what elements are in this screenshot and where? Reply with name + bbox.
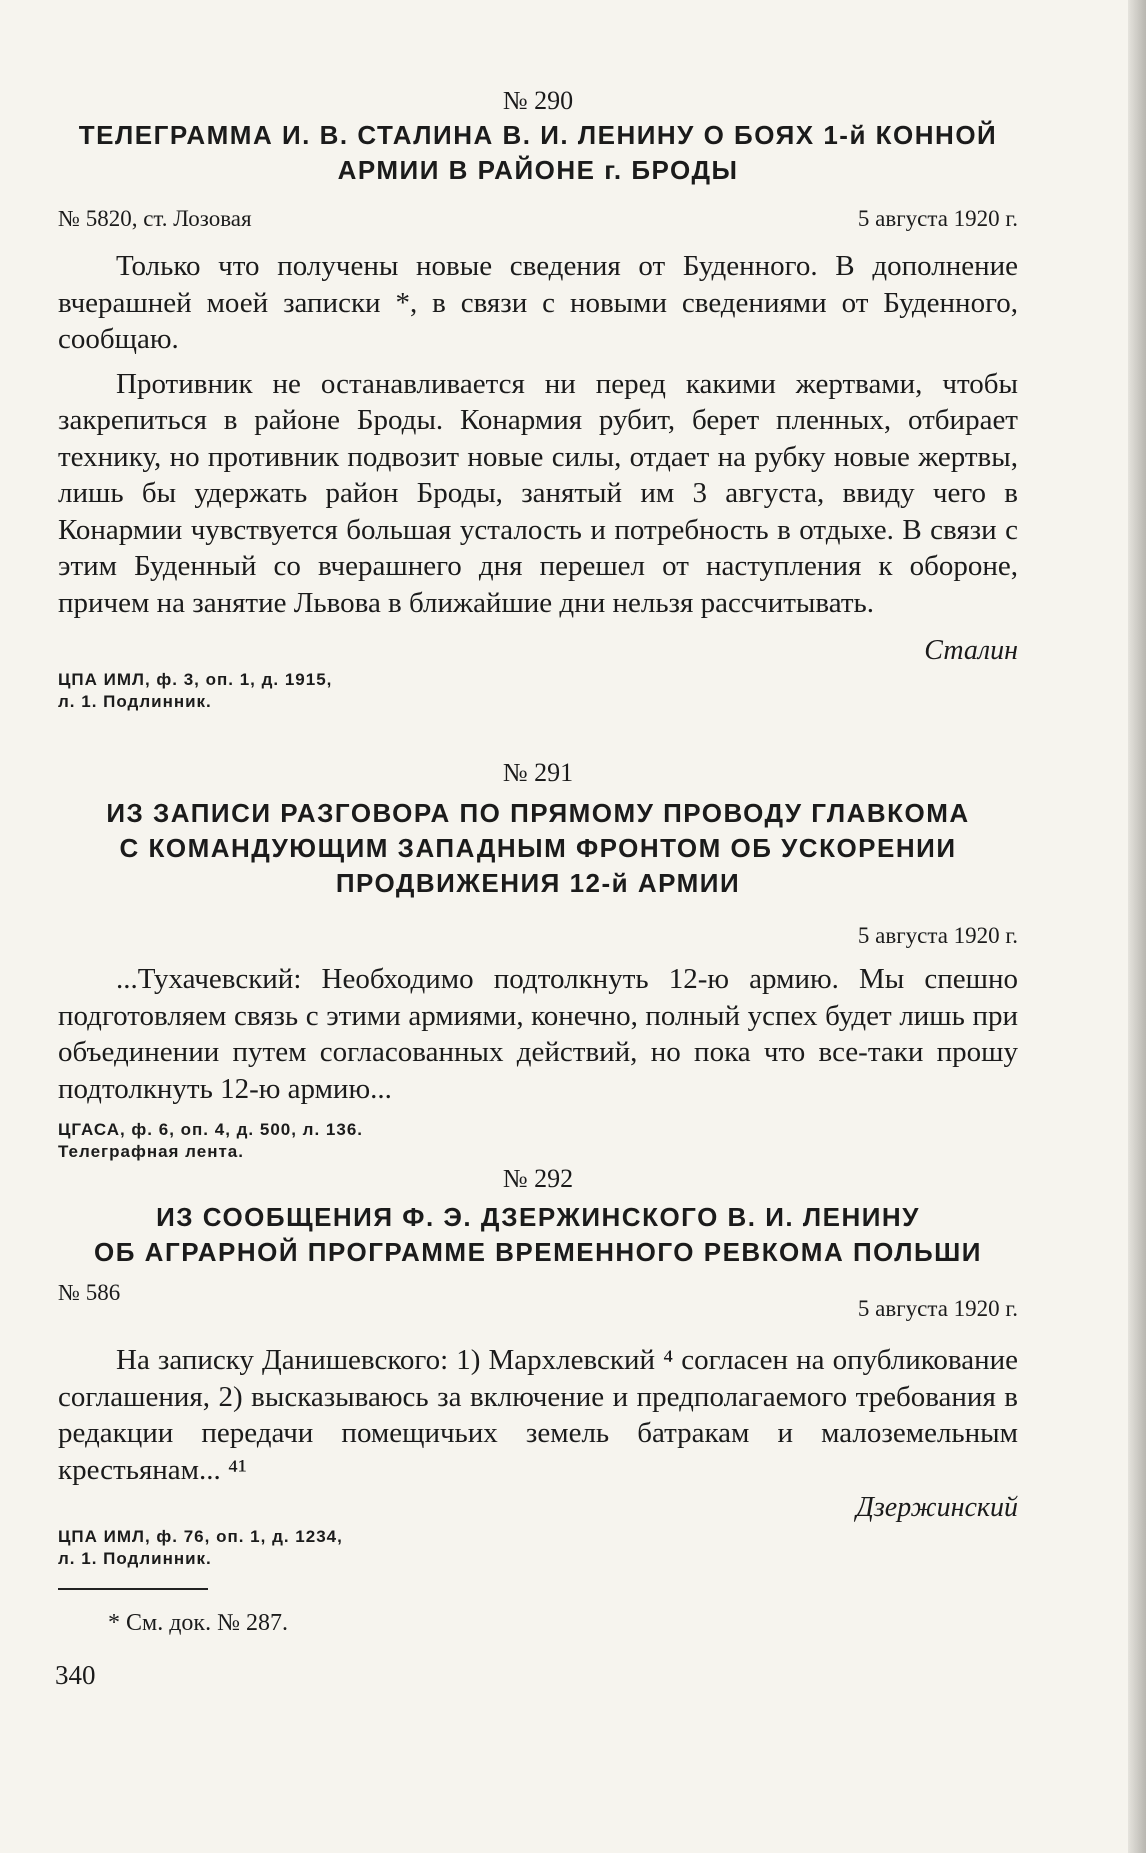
doc-number: № 290 [502, 86, 574, 115]
doc-title [58, 796, 1018, 901]
source-line: ЦГАСА, ф. 6, оп. 4, д. 500, л. 136. [58, 1120, 364, 1139]
title-line: АРМИИ В РАЙОНЕ г. БРОДЫ [337, 155, 739, 185]
signature: Сталин [924, 635, 1018, 666]
page-number: 340 [55, 1660, 96, 1690]
source-line: Телеграфная лента. [58, 1142, 244, 1161]
body-paragraph: Противник не останавливается ни перед какими жертвами, чтобы закрепиться в районе Броды. Конармия рубит, берет пленных, отбирает технику, но противник подвозит новые силы, отдает на рубку новые жертвы, лишь бы удержать район Броды, занятый им 3 августа, ввиду чего в Конармии чувствуется большая усталость и потребность в отдыхе. В связи с этим Буденный со вчерашнего дня перешел от наступления к обороне, причем на занятие Львова в ближайшие дни нельзя рассчитывать. [58, 367, 1018, 619]
doc-meta [58, 919, 1018, 953]
doc-number: № 292 [502, 1164, 574, 1193]
body-paragraph: ...Тухачевский: Необходимо подтолкнуть 12-ю армию. Мы спешно подготовляем связь с этими армиями, конечно, полный успех будет лишь при объединении путем согласованных действий, но пока что все-таки прошу подтолкнуть 12-ю армию... [58, 963, 1018, 1105]
doc-date: 5 августа 1920 г. [857, 206, 1018, 231]
page-edge-shadow [1128, 0, 1146, 1853]
doc-date: 5 августа 1920 г. [857, 923, 1018, 948]
archive-source [58, 1119, 1018, 1163]
doc-291 [58, 756, 1018, 1163]
source-line: ЦПА ИМЛ, ф. 76, оп. 1, д. 1234, [58, 1527, 343, 1546]
source-line: л. 1. Подлинник. [58, 1549, 212, 1568]
title-line: ПРОДВИЖЕНИЯ 12-й АРМИИ [335, 868, 741, 898]
title-line: ОБ АГРАРНОЙ ПРОГРАММЕ ВРЕМЕННОГО РЕВКОМА ПОЛЬШИ [94, 1237, 982, 1267]
title-line: ТЕЛЕГРАММА И. В. СТАЛИНА В. И. ЛЕНИНУ О БОЯХ 1-й КОННОЙ [78, 120, 998, 150]
doc-292 [58, 1162, 1018, 1638]
title-line: С КОМАНДУЮЩИМ ЗАПАДНЫМ ФРОНТОМ ОБ УСКОРЕНИИ [119, 833, 957, 863]
signature: Дзержинский [856, 1492, 1018, 1523]
doc-meta [58, 1276, 1018, 1326]
footnote-rule [58, 1588, 208, 1590]
archive-source [58, 1526, 1018, 1570]
source-line: ЦПА ИМЛ, ф. 3, оп. 1, д. 1915, [58, 670, 333, 689]
doc-number: № 291 [502, 758, 574, 787]
title-line: ИЗ СООБЩЕНИЯ Ф. Э. ДЗЕРЖИНСКОГО В. И. ЛЕНИНУ [156, 1202, 920, 1232]
body-paragraph: Только что получены новые сведения от Буденного. В дополнение вчерашней моей записки *, в связи с новыми сведениями от Буденного, сообщаю. [58, 250, 1018, 355]
source-line: л. 1. Подлинник. [58, 692, 212, 711]
doc-title [58, 1200, 1018, 1270]
doc-reference: № 5820, ст. Лозовая [58, 206, 252, 231]
doc-title [58, 118, 1018, 188]
doc-meta [58, 202, 1018, 236]
body-paragraph: На записку Данишевского: 1) Мархлевский ⁴ согласен на опубликование соглашения, 2) высказываюсь за включение и предполагаемого требования в редакции передачи помещичьих земель батракам и малоземельным крестьянам... ⁴¹ [58, 1344, 1018, 1486]
title-line: ИЗ ЗАПИСИ РАЗГОВОРА ПО ПРЯМОМУ ПРОВОДУ ГЛАВКОМА [106, 798, 970, 828]
doc-290 [58, 84, 1018, 713]
archive-source [58, 669, 1018, 713]
doc-date: 5 августа 1920 г. [857, 1296, 1018, 1321]
doc-reference: № 586 [58, 1280, 121, 1305]
footnote: * См. док. № 287. [108, 1610, 288, 1636]
